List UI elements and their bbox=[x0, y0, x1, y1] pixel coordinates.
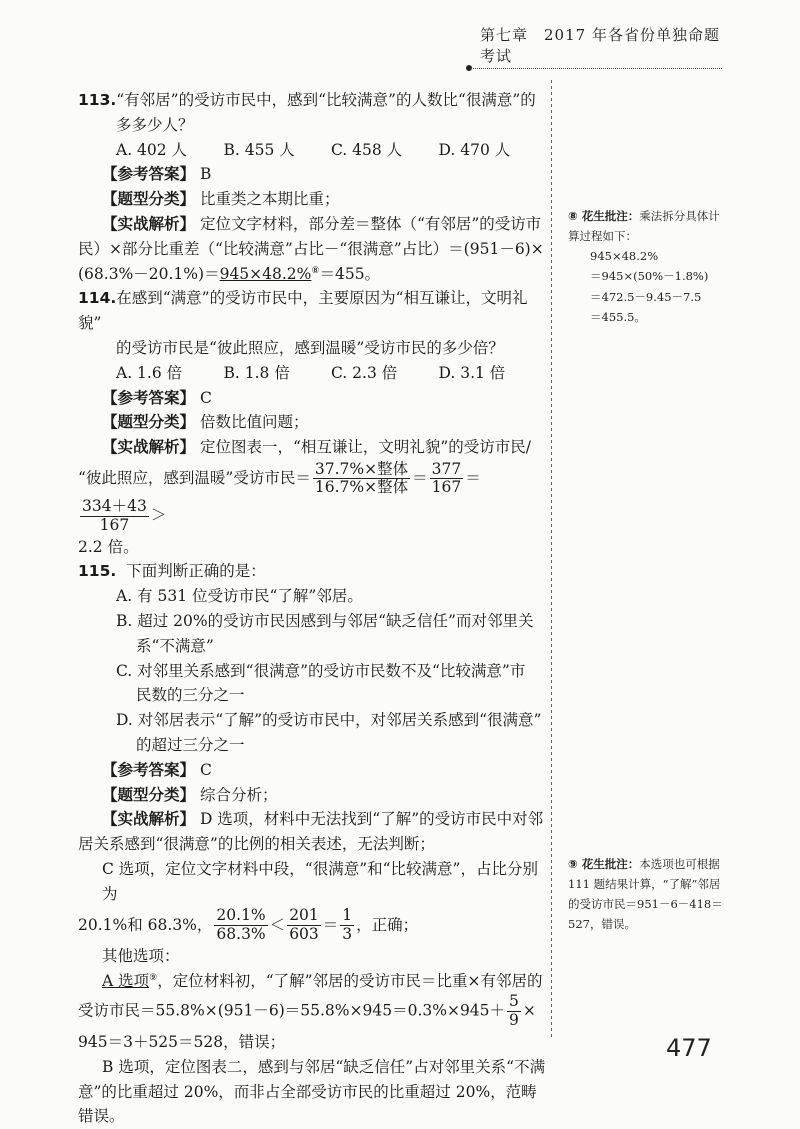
type-label: 【题型分类】 bbox=[102, 190, 196, 209]
answer-value: C bbox=[199, 760, 212, 779]
answer-label: 【参考答案】 bbox=[102, 165, 196, 184]
answer-label: 【参考答案】 bbox=[102, 760, 196, 779]
page-number: 477 bbox=[666, 1034, 712, 1062]
analysis-text: 民）×部分比重差（“比较满意”占比－“很满意”占比）＝(951－6)× bbox=[78, 239, 544, 258]
option-c: C. 2.3 倍 bbox=[331, 363, 398, 382]
question-113 bbox=[78, 88, 546, 286]
analysis-text: 945＝3＋525＝528，错误； bbox=[78, 1033, 286, 1052]
denominator: 3 bbox=[342, 925, 353, 944]
analysis-text: × bbox=[522, 1001, 536, 1020]
question-stem: “有邻居”的受访市民中，感到“比较满意”的人数比“很满意”的 bbox=[116, 91, 536, 109]
answer-value: B bbox=[199, 165, 212, 184]
analysis-label: 【实战解析】 bbox=[102, 438, 196, 457]
denominator: 68.3% bbox=[216, 925, 266, 944]
greater-than-sign: ＞ bbox=[150, 506, 167, 525]
option-a: A. 402 人 bbox=[116, 140, 188, 159]
analysis-text: 错误。 bbox=[78, 1107, 125, 1126]
note-text: 乘法拆分具体计算过程如下： bbox=[568, 209, 720, 244]
analysis-text: ，定位材料初，“了解”邻居的受访市民＝比重×有邻居的 bbox=[157, 971, 543, 990]
fraction bbox=[430, 461, 464, 498]
analysis-text: 定位文字材料，部分差＝整体（“有邻居”的受访市 bbox=[199, 214, 542, 233]
main-column bbox=[78, 88, 546, 1129]
option-d: D. 3.1 倍 bbox=[438, 363, 506, 382]
option-c-cont: 民数的三分之一 bbox=[136, 686, 245, 705]
question-stem: 下面判断正确的是： bbox=[126, 562, 266, 581]
note-line: ＝945×(50%－1.8%) bbox=[590, 269, 709, 284]
note-text: 本选项也可根据 111 题结果计算，“了解”邻居的受访市民＝951－6－418＝527，错误。 bbox=[568, 857, 723, 932]
analysis-text: 受访市民＝55.8%×(951－6)＝55.8%×945＝0.3%×945＋ bbox=[78, 1001, 506, 1020]
note-line: ＝472.5－9.45－7.5 bbox=[590, 289, 702, 304]
denominator: 167 bbox=[99, 515, 130, 534]
question-stem-cont: 多多少人？ bbox=[116, 115, 194, 134]
underlined-text: A 选项 bbox=[102, 971, 150, 990]
numerator: 5 bbox=[509, 992, 519, 1011]
option-b-cont: 系“不满意” bbox=[136, 636, 214, 655]
footnote-marker: ⑧ bbox=[311, 265, 320, 276]
analysis-text: 居关系感到“很满意”的比例的相关表述，无法判断； bbox=[78, 835, 435, 854]
denominator: 9 bbox=[509, 1011, 519, 1030]
option-c: C. 对邻里关系感到“很满意”的受访市民数不及“比较满意”市 bbox=[116, 661, 526, 680]
analysis-text: C 选项，定位文字材料中段，“很满意”和“比较满意”，占比分别为 bbox=[102, 859, 538, 903]
question-number: 114. bbox=[78, 289, 117, 308]
margin-divider bbox=[549, 80, 555, 1040]
type-value: 倍数比值问题； bbox=[199, 413, 309, 432]
fraction bbox=[214, 907, 267, 944]
analysis-text-line bbox=[78, 262, 546, 287]
type-label: 【题型分类】 bbox=[102, 785, 196, 804]
option-d-cont: 的超过三分之一 bbox=[136, 735, 245, 754]
analysis-formula-line bbox=[78, 993, 546, 1030]
analysis-text: 20.1%和 68.3%， bbox=[78, 915, 213, 934]
option-a: A. 1.6 倍 bbox=[116, 363, 183, 382]
answer-value: C bbox=[199, 388, 212, 407]
type-label: 【题型分类】 bbox=[102, 413, 196, 432]
analysis-formula-line bbox=[78, 907, 546, 944]
numerator: 1 bbox=[342, 906, 353, 925]
question-115 bbox=[78, 559, 546, 1129]
analysis-text: D 选项，材料中无法找到“了解”的受访市民中对邻 bbox=[199, 810, 544, 829]
note-title: ⑨ 花生批注： bbox=[568, 857, 640, 871]
analysis-text: “彼此照应，感到温暖”受访市民＝ bbox=[78, 468, 311, 487]
numerator: 201 bbox=[289, 906, 319, 925]
question-114 bbox=[78, 286, 546, 559]
type-value: 比重类之本期比重； bbox=[199, 190, 340, 209]
fraction bbox=[340, 907, 354, 944]
note-line: ＝455.5。 bbox=[590, 309, 646, 324]
option-c: C. 458 人 bbox=[331, 140, 403, 159]
side-note-9 bbox=[568, 854, 728, 935]
fraction bbox=[313, 461, 410, 498]
analysis-text: 定位图表一，“相互谦让，文明礼貌”的受访市民/ bbox=[199, 438, 532, 457]
side-note-8 bbox=[568, 206, 728, 327]
option-b: B. 1.8 倍 bbox=[223, 363, 290, 382]
option-list bbox=[78, 138, 546, 163]
analysis-formula-line bbox=[78, 460, 546, 535]
header-rule bbox=[470, 68, 722, 69]
footnote-marker: ⑨ bbox=[149, 972, 158, 983]
option-b: B. 455 人 bbox=[223, 140, 295, 159]
note-line: 945×48.2% bbox=[590, 249, 659, 264]
analysis-text: ，正确； bbox=[356, 915, 419, 934]
answer-label: 【参考答案】 bbox=[102, 388, 196, 407]
numerator: 377 bbox=[431, 459, 462, 478]
question-stem-cont: 的受访市民是“彼此照应，感到温暖”受访市民的多少倍？ bbox=[116, 338, 504, 357]
analysis-text: 2.2 倍。 bbox=[78, 537, 139, 556]
option-a: A. 有 531 位受访市民“了解”邻居。 bbox=[116, 587, 363, 606]
question-number: 115. bbox=[78, 562, 117, 581]
analysis-label: 【实战解析】 bbox=[102, 214, 196, 233]
option-list bbox=[78, 361, 546, 386]
analysis-text-line bbox=[78, 969, 546, 994]
equals-sign: ＝ bbox=[322, 915, 339, 934]
denominator: 603 bbox=[289, 925, 319, 944]
note-title: ⑧ 花生批注： bbox=[568, 209, 640, 223]
denominator: 167 bbox=[431, 478, 462, 497]
less-than-sign: ＜ bbox=[269, 915, 286, 934]
analysis-label: 【实战解析】 bbox=[102, 810, 196, 829]
numerator: 20.1% bbox=[216, 906, 266, 925]
numerator: 334＋43 bbox=[82, 496, 147, 515]
option-b: B. 超过 20%的受访市民因感到与邻居“缺乏信任”而对邻里关 bbox=[116, 611, 534, 630]
fraction bbox=[287, 907, 321, 944]
type-value: 综合分析； bbox=[199, 785, 278, 804]
question-number: 113. bbox=[78, 91, 117, 109]
running-header: 第七章 2017 年各省份单独命题考试 bbox=[480, 26, 720, 65]
equals-sign: ＝ bbox=[465, 468, 481, 487]
equals-sign: ＝ bbox=[412, 468, 428, 487]
option-d: D. 对邻居表示“了解”的受访市民中，对邻居关系感到“很满意” bbox=[116, 711, 542, 730]
fraction bbox=[507, 993, 521, 1030]
denominator: 16.7%×整体 bbox=[314, 478, 409, 497]
fraction bbox=[80, 498, 149, 535]
question-stem: 在感到“满意”的受访市民中，主要原因为“相互谦让，文明礼貌” bbox=[78, 289, 528, 333]
option-d: D. 470 人 bbox=[438, 140, 511, 159]
numerator: 37.7%×整体 bbox=[314, 459, 409, 478]
analysis-text: B 选项，定位图表二，感到与邻居“缺乏信任”占对邻里关系“不满 bbox=[102, 1057, 546, 1076]
analysis-text: 其他选项： bbox=[102, 946, 180, 965]
analysis-text: (68.3%－20.1%)＝ bbox=[78, 264, 220, 283]
analysis-text: ＝455。 bbox=[319, 264, 381, 283]
underlined-formula: 945×48.2% bbox=[219, 264, 312, 283]
analysis-text: 意”的比重超过 20%，而非占全部受访市民的比重超过 20%，范畴 bbox=[78, 1082, 537, 1101]
